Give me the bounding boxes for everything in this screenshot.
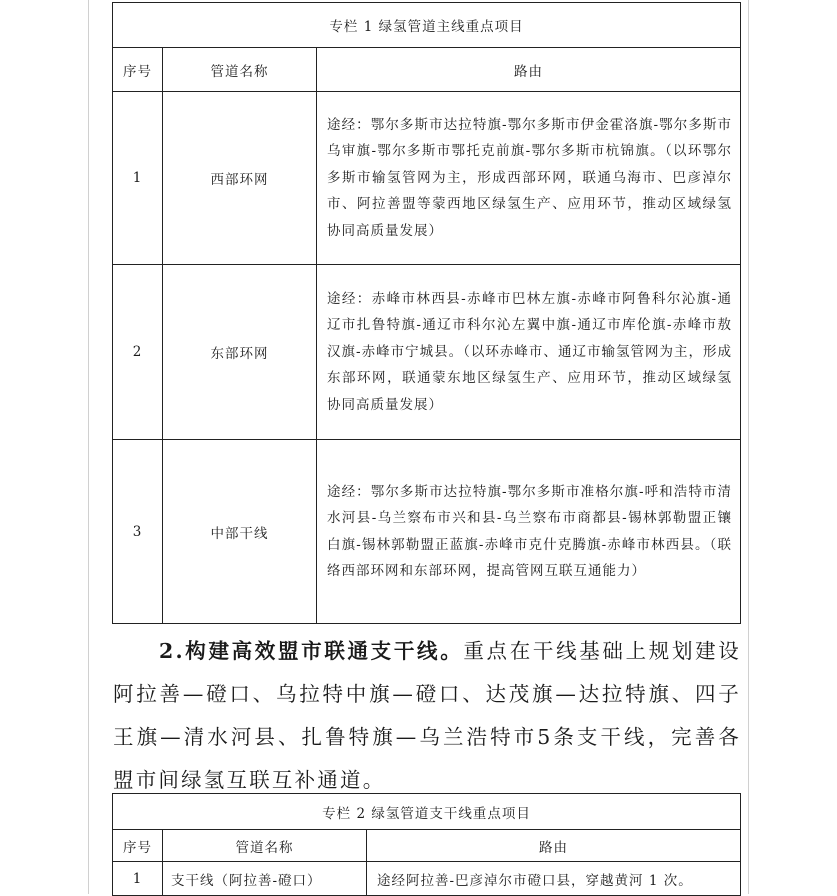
table-caption: 专栏 2 绿氢管道支干线重点项目 [113,794,741,830]
header-name: 管道名称 [163,830,367,862]
table-row [113,862,741,896]
row-pipeline-name: 西部环网 [163,92,317,265]
page-edge-left [88,0,89,894]
row-num: 1 [113,862,163,896]
table-header-row [113,830,741,862]
row-pipeline-name: 支干线（阿拉善-磴口） [163,862,367,896]
row-route: 途经阿拉善-巴彦淖尔市磴口县，穿越黄河 1 次。 [367,862,741,896]
header-num: 序号 [113,830,163,862]
branch-projects-table [112,793,741,896]
table-header-row [113,48,741,92]
paragraph-body: 重点在干线基础上规划建设阿拉善—磴口、乌拉特中旗—磴口、达茂旗—达拉特旗、四子王旗—清水河县、扎鲁特旗—乌兰浩特市5条支干线，完善各盟市间绿氢互联互补通道。 [113,639,741,792]
row-route: 途经：鄂尔多斯市达拉特旗-鄂尔多斯市伊金霍洛旗-鄂尔多斯市乌审旗-鄂尔多斯市鄂托克前旗-鄂尔多斯市杭锦旗。（以环鄂尔多斯市输氢管网为主，形成西部环网，联通乌海市、巴彦淖尔市、阿拉善盟等蒙西地区绿氢生产、应用环节，推动区域绿氢协同高质量发展） [317,92,741,265]
table-row [113,265,741,440]
row-num: 2 [113,265,163,440]
row-num: 3 [113,440,163,624]
row-route: 途经：赤峰市林西县-赤峰市巴林左旗-赤峰市阿鲁科尔沁旗-通辽市扎鲁特旗-通辽市科尔沁左翼中旗-通辽市库伦旗-赤峰市敖汉旗-赤峰市宁城县。（以环赤峰市、通辽市输氢管网为主，形成东部环网，联通蒙东地区绿氢生产、应用环节，推动区域绿氢协同高质量发展） [317,265,741,440]
page-edge-right [748,0,749,894]
row-route: 途经：鄂尔多斯市达拉特旗-鄂尔多斯市准格尔旗-呼和浩特市清水河县-乌兰察布市兴和县-乌兰察布市商都县-锡林郭勒盟正镶白旗-锡林郭勒盟正蓝旗-赤峰市克什克腾旗-赤峰市林西县。（联络西部环网和东部环网，提高管网互联互通能力） [317,440,741,624]
table-caption-row [113,3,741,48]
mainline-projects-table [112,2,741,624]
table-row [113,92,741,265]
header-route: 路由 [367,830,741,862]
row-pipeline-name: 中部干线 [163,440,317,624]
header-route: 路由 [317,48,741,92]
table-row [113,440,741,624]
table-caption: 专栏 1 绿氢管道主线重点项目 [113,3,741,48]
body-paragraph [113,630,741,802]
row-pipeline-name: 东部环网 [163,265,317,440]
row-num: 1 [113,92,163,265]
table-caption-row [113,794,741,830]
header-name: 管道名称 [163,48,317,92]
paragraph-lead: 2.构建高效盟市联通支干线。 [159,639,464,663]
header-num: 序号 [113,48,163,92]
